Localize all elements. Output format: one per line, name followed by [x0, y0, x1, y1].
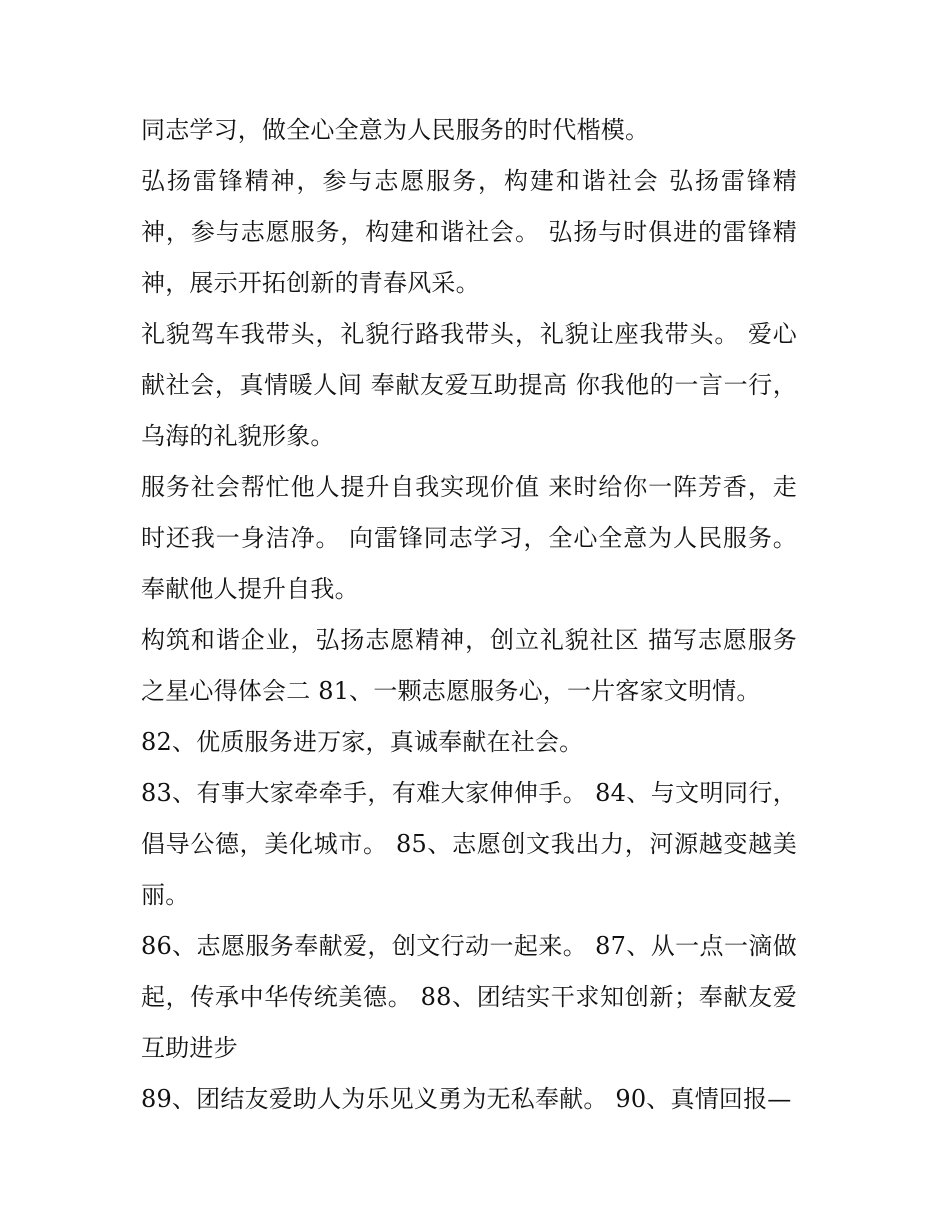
paragraph: 89、团结友爱助人为乐见义勇为无私奉献。 90、真情回报— [141, 1085, 792, 1113]
paragraph: 弘扬雷锋精神，参与志愿服务，构建和谐社会 弘扬雷锋精神，参与志愿服务，构建和谐社会。 弘扬与时俱进的雷锋精神，展示开拓创新的青春风采。 [141, 167, 797, 297]
paragraph: 同志学习，做全心全意为人民服务的时代楷模。 [141, 116, 650, 144]
paragraph: 礼貌驾车我带头，礼貌行路我带头，礼貌让座我带头。 爱心献社会，真情暖人间 奉献友爱互助提高 你我他的一言一行，乌海的礼貌形象。 [141, 320, 797, 450]
document-body [141, 105, 797, 1125]
paragraph: 82、优质服务进万家，真诚奉献在社会。 [141, 728, 584, 756]
paragraph: 86、志愿服务奉献爱，创文行动一起来。 87、从一点一滴做起，传承中华传统美德。 88、团结实干求知创新；奉献友爱互助进步 [141, 932, 797, 1062]
paragraph: 83、有事大家牵牵手，有难大家伸伸手。 84、与文明同行，倡导公德，美化城市。 85、志愿创文我出力，河源越变越美丽。 [141, 779, 797, 909]
paragraph: 服务社会帮忙他人提升自我实现价值 来时给你一阵芳香，走时还我一身洁净。 向雷锋同志学习，全心全意为人民服务。奉献他人提升自我。 [141, 473, 797, 603]
paragraph: 构筑和谐企业，弘扬志愿精神，创立礼貌社区 描写志愿服务之星心得体会二 81、一颗志愿服务心，一片客家文明情。 [141, 626, 797, 705]
